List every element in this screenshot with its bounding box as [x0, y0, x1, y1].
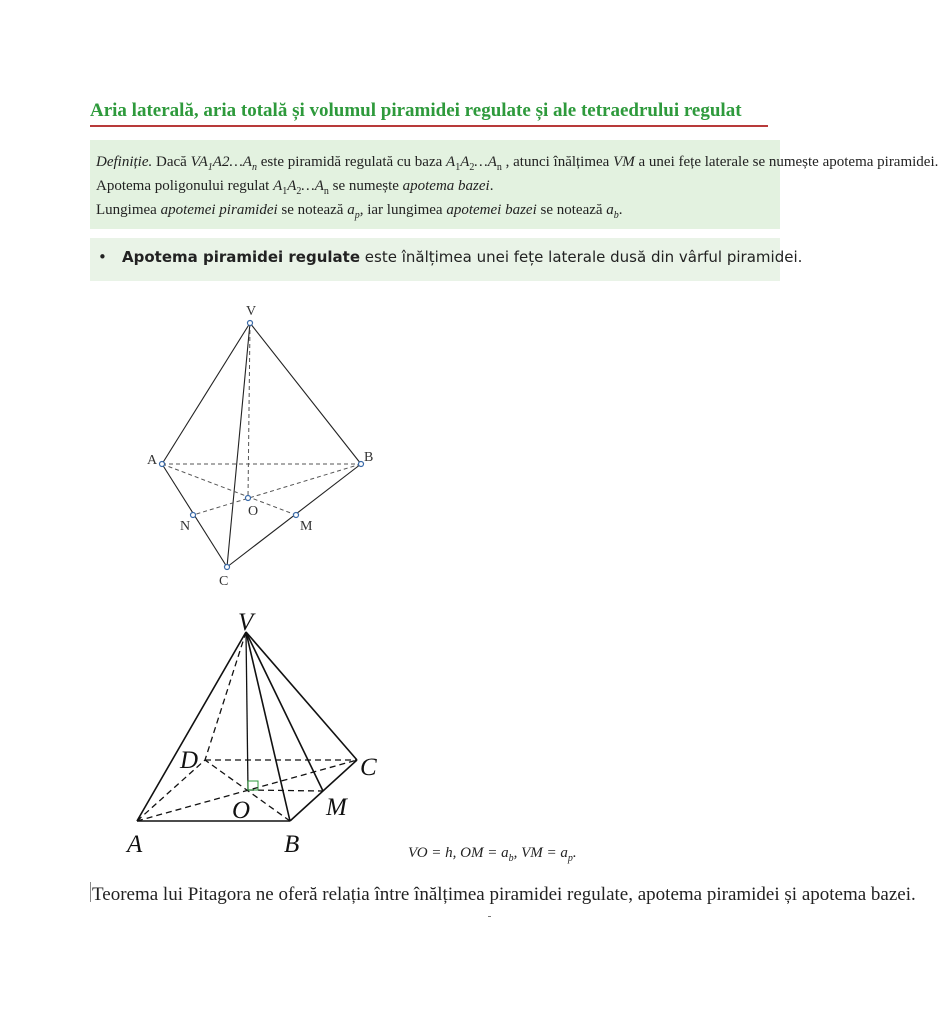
math-sub: 1	[455, 162, 461, 173]
math-sub: n	[251, 162, 257, 173]
math-var: a	[606, 202, 614, 218]
label-O: O	[248, 504, 259, 519]
math-var: A	[446, 154, 456, 170]
definition-box	[90, 140, 938, 229]
math-var: A	[460, 154, 470, 170]
relation-text: , VM = a	[513, 845, 568, 861]
label-N: N	[180, 519, 191, 534]
text-span: se notează	[277, 202, 348, 218]
label-D: D	[180, 747, 199, 774]
scan-artifact	[90, 882, 91, 902]
math-sub: p	[354, 210, 360, 221]
math-var: VM	[613, 154, 635, 170]
label-O: O	[232, 797, 251, 824]
math-sub: 1	[282, 186, 288, 197]
math-sub: 1	[207, 162, 213, 173]
label-M: M	[326, 794, 347, 821]
math-sub: b	[508, 853, 514, 864]
term-apotemei-piramidei: apotemei piramidei	[160, 202, 278, 218]
edge-VA	[137, 632, 246, 821]
height-VO	[248, 323, 250, 498]
term-apotemei-bazei: apotemei bazei	[446, 202, 537, 218]
edge-VB	[250, 323, 361, 464]
definition-line-3	[96, 198, 780, 222]
tetrahedron-figure	[92, 296, 402, 596]
apothem-VM	[246, 632, 323, 791]
point-V	[248, 321, 253, 326]
point-N	[191, 513, 196, 518]
math-var: a	[347, 202, 355, 218]
math-var: A	[287, 178, 297, 194]
text-span: .	[489, 178, 494, 194]
point-A	[160, 462, 165, 467]
definition-line-1	[96, 150, 938, 174]
math-sub: n	[496, 162, 502, 173]
page-title: Aria laterală, aria totală și volumul piramidei regulate și ale tetraedrului regulat	[90, 100, 742, 121]
text-span: .	[618, 202, 623, 218]
edge-VC	[227, 323, 250, 567]
relation-text: VO = h, OM = a	[408, 845, 509, 861]
definition-label: Definiție.	[96, 154, 153, 170]
label-A: A	[127, 831, 143, 858]
edge-VB	[246, 632, 290, 821]
edge-VC	[246, 632, 357, 760]
pythagoras-text: Teorema lui Pitagora ne oferă relația între înălțimea piramidei regulate, apotema piramidei și apotema bazei.	[92, 884, 916, 905]
text-span: Apotema poligonului regulat	[96, 178, 274, 194]
math-var: A	[273, 178, 283, 194]
math-sub: 2	[469, 162, 475, 173]
text-span: este piramidă regulată cu baza	[256, 154, 447, 170]
definition-line-2	[96, 174, 780, 198]
edge-VA	[162, 323, 250, 464]
note-text: este înălțimea unei fețe laterale dusă din vârful piramidei.	[360, 248, 803, 266]
math-var: VA	[190, 154, 208, 170]
math-var: A2…A	[212, 154, 252, 170]
point-M	[294, 513, 299, 518]
note-bold-text: Apotema piramidei regulate	[122, 248, 361, 266]
label-V: V	[246, 304, 257, 319]
note-box	[90, 238, 803, 281]
square-pyramid-figure	[120, 604, 390, 864]
term-apotema-bazei: apotema bazei	[402, 178, 490, 194]
segment-OM-hidden	[248, 790, 323, 791]
point-B	[359, 462, 364, 467]
bullet-icon: •	[98, 248, 107, 266]
title-underline	[90, 125, 768, 127]
label-A: A	[147, 453, 158, 468]
scan-artifact	[488, 916, 491, 917]
math-sub: 2	[296, 186, 302, 197]
text-span: se notează	[536, 202, 607, 218]
text-span: , iar lungimea	[359, 202, 447, 218]
text-span: se numește	[328, 178, 403, 194]
math-var: …A	[301, 178, 324, 194]
math-var: …A	[474, 154, 497, 170]
median-AM	[162, 464, 296, 515]
math-sub: p	[567, 853, 573, 864]
label-C: C	[219, 574, 229, 589]
math-sub: b	[613, 210, 619, 221]
point-C	[225, 565, 230, 570]
text-span: Dacă	[152, 154, 191, 170]
edge-VD-hidden	[205, 632, 246, 760]
apothem-relation	[408, 845, 577, 862]
relation-text: .	[572, 845, 577, 861]
label-V: V	[238, 609, 254, 636]
label-B: B	[284, 831, 300, 858]
text-span: Lungimea	[96, 202, 161, 218]
label-B: B	[364, 450, 374, 465]
point-O	[246, 496, 251, 501]
text-span: a unei fețe laterale se numește apotema piramidei.	[634, 154, 938, 170]
height-VO	[246, 632, 248, 790]
label-C: C	[360, 754, 377, 781]
math-sub: n	[323, 186, 329, 197]
label-M: M	[300, 519, 313, 534]
text-span: , atunci înălțimea	[501, 154, 614, 170]
